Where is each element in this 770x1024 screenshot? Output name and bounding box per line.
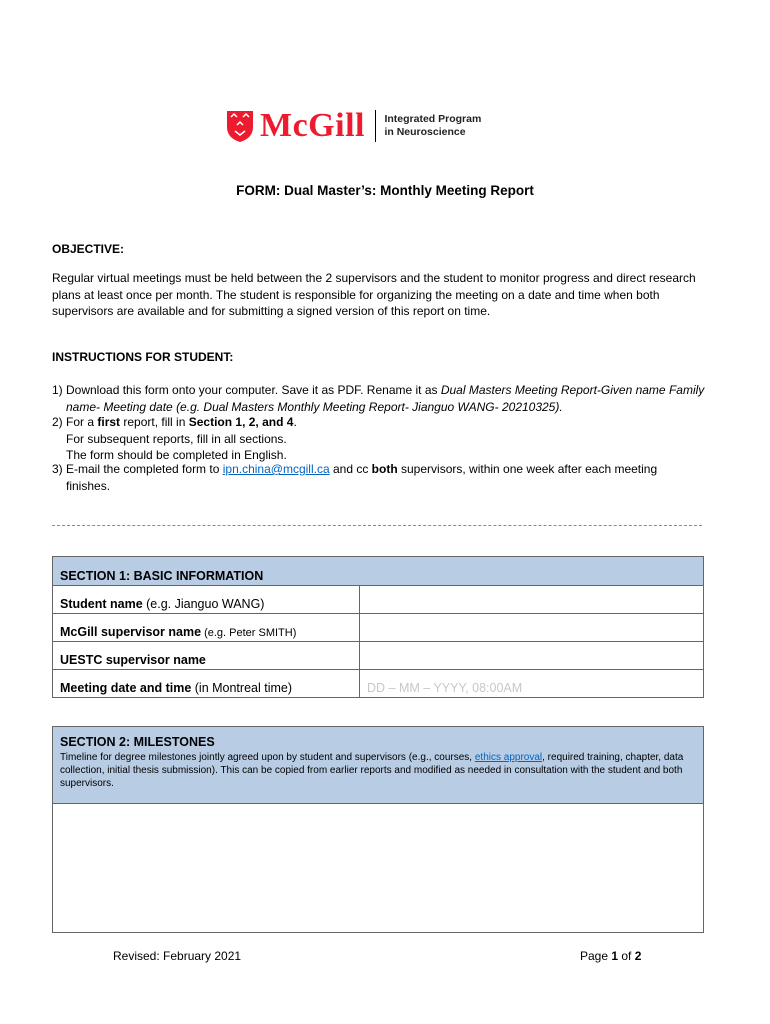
mcgill-crest-icon [226,109,254,143]
objective-heading: OBJECTIVE: [52,242,125,256]
section-2-title: SECTION 2: MILESTONES [60,735,215,749]
table-row [53,614,704,642]
program-line-1: Integrated Program [384,113,482,125]
ethics-approval-link[interactable]: ethics approval [474,752,543,763]
meeting-datetime-field[interactable]: DD – MM – YYYY, 08:00AM [360,670,704,698]
section-1-header [53,557,704,586]
basic-information-table [52,556,704,698]
section-1-title: SECTION 1: BASIC INFORMATION [53,557,704,586]
instruction-item-1 [52,382,716,415]
page-number: Page 1 of 2 [580,949,642,963]
program-name [384,113,481,139]
table-row [53,586,704,614]
email-link[interactable]: ipn.china@mcgill.ca [222,462,330,476]
section-separator [52,525,702,526]
mcgill-supervisor-label: McGill supervisor name (e.g. Peter SMITH) [53,614,360,642]
instruction-1-filename: Dual Masters Meeting Report-Given name Family name- Meeting date (e.g. Dual Masters Monthly Meeting Report- Jianguo WANG- 20210325). [66,383,705,414]
instruction-1-text: 1) Download this form onto your computer. Save it as PDF. Rename it as [52,383,441,397]
mcgill-supervisor-field[interactable] [360,614,704,642]
student-name-field[interactable] [360,586,704,614]
uestc-supervisor-field[interactable] [360,642,704,670]
objective-text: Regular virtual meetings must be held between the 2 supervisors and the student to monitor progress and direct research plans at least once per month. The student is responsible for organizing the meeting on a date and time when both supervisors are available and for submitting a signed version of this report on time. [52,271,696,318]
student-name-label: Student name (e.g. Jianguo WANG) [53,586,360,614]
instructions-heading: INSTRUCTIONS FOR STUDENT: [52,350,234,364]
meeting-datetime-label: Meeting date and time (in Montreal time) [53,670,360,698]
instruction-2-line-2: For subsequent reports, fill in all sections. [66,431,287,446]
section-2-description: Timeline for degree milestones jointly agreed upon by student and supervisors (e.g., courses, ethics approval, required training, chapter, data collection, initial thesis submission). This can be copied from earlier reports and modified as needed in consultation with the student and both supervisors. [60,752,684,789]
instruction-item-3: 3) E-mail the completed form to ipn.china@mcgill.ca and cc both supervisors, within one week after each meeting finishes. [52,462,658,493]
revision-date: Revised: February 2021 [113,949,242,963]
instruction-item-2: 2) For a first report, fill in Section 1, 2, and 4. For subsequent reports, fill in all sections. The form should be completed in English. [52,414,702,464]
section-2-header [53,727,704,804]
milestones-field[interactable] [53,804,704,933]
uestc-supervisor-label: UESTC supervisor name [53,642,360,670]
program-line-2: in Neuroscience [384,126,466,138]
mcgill-logo [226,106,481,146]
table-row [53,670,704,698]
table-row [53,642,704,670]
instruction-2-line-3: The form should be completed in English. [66,448,287,462]
logo-divider [375,110,377,142]
form-title: FORM: Dual Master’s: Monthly Meeting Report [236,183,534,198]
milestones-table [52,726,704,933]
logo-wordmark: McGill [260,107,365,144]
table-row [53,804,704,933]
